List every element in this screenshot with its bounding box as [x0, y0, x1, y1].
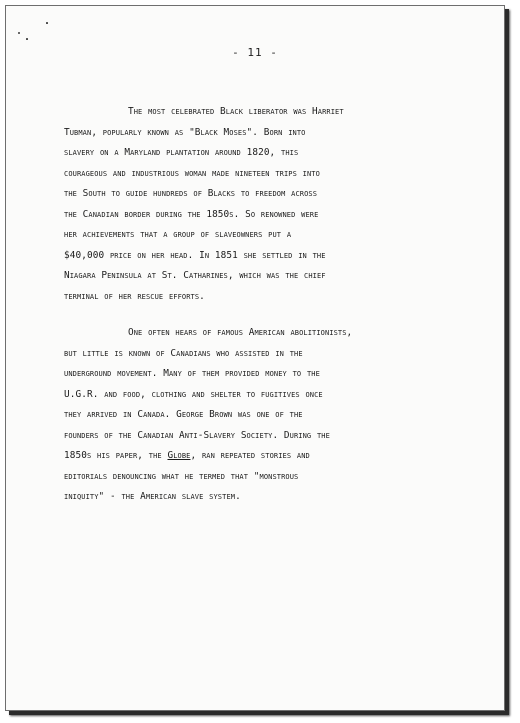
text-segment: 1850s his paper, the: [64, 450, 168, 461]
text-segment: , ran repeated stories and: [190, 450, 310, 461]
newspaper-title: Globe: [167, 450, 191, 461]
text-line: Niagara Peninsula at St. Catharines, which was the chief: [64, 270, 326, 281]
text-line: the South to guide hundreds of Blacks to freedom across: [64, 188, 318, 199]
text-line: terminal of her rescue efforts.: [64, 290, 205, 302]
text-line: $40,000 price on her head. In 1851 she settled in the: [64, 249, 326, 261]
page-number: - 11 -: [232, 46, 278, 59]
scan-speck: [18, 32, 20, 34]
text-line: her achievements that a group of slaveowners put a: [64, 229, 292, 240]
scan-speck: [46, 22, 48, 24]
text-line: One often hears of famous American abolitionists,: [128, 327, 353, 338]
text-line: they arrived in Canada. George Brown was one of the: [64, 409, 303, 420]
paragraph-tubman: [64, 102, 474, 307]
text-line: Tubman, popularly known as "Black Moses". Born into: [64, 126, 306, 138]
text-line: underground movement. Many of them provided money to the: [64, 368, 320, 379]
text-line: [64, 446, 474, 467]
text-line: the Canadian border during the 1850s. So renowned were: [64, 208, 319, 220]
text-line: founders of the Canadian Anti-Slavery Society. During the: [64, 429, 330, 441]
text-line: slavery on a Maryland plantation around 1820, this: [64, 147, 299, 158]
text-line: iniquity" - the American slave system.: [64, 491, 241, 502]
text-line: U.G.R. and food, clothing and shelter to fugitives once: [64, 388, 323, 400]
text-line: editorials denouncing what he termed that "monstrous: [64, 470, 299, 482]
text-line: courageous and industrious woman made nineteen trips into: [64, 167, 320, 179]
text-line: but little is known of Canadians who assisted in the: [64, 347, 303, 359]
document-page: [5, 5, 505, 711]
scan-speck: [26, 38, 28, 40]
text-line: The most celebrated Black liberator was Harriet: [128, 106, 344, 117]
paragraph-canadians: [64, 323, 474, 508]
